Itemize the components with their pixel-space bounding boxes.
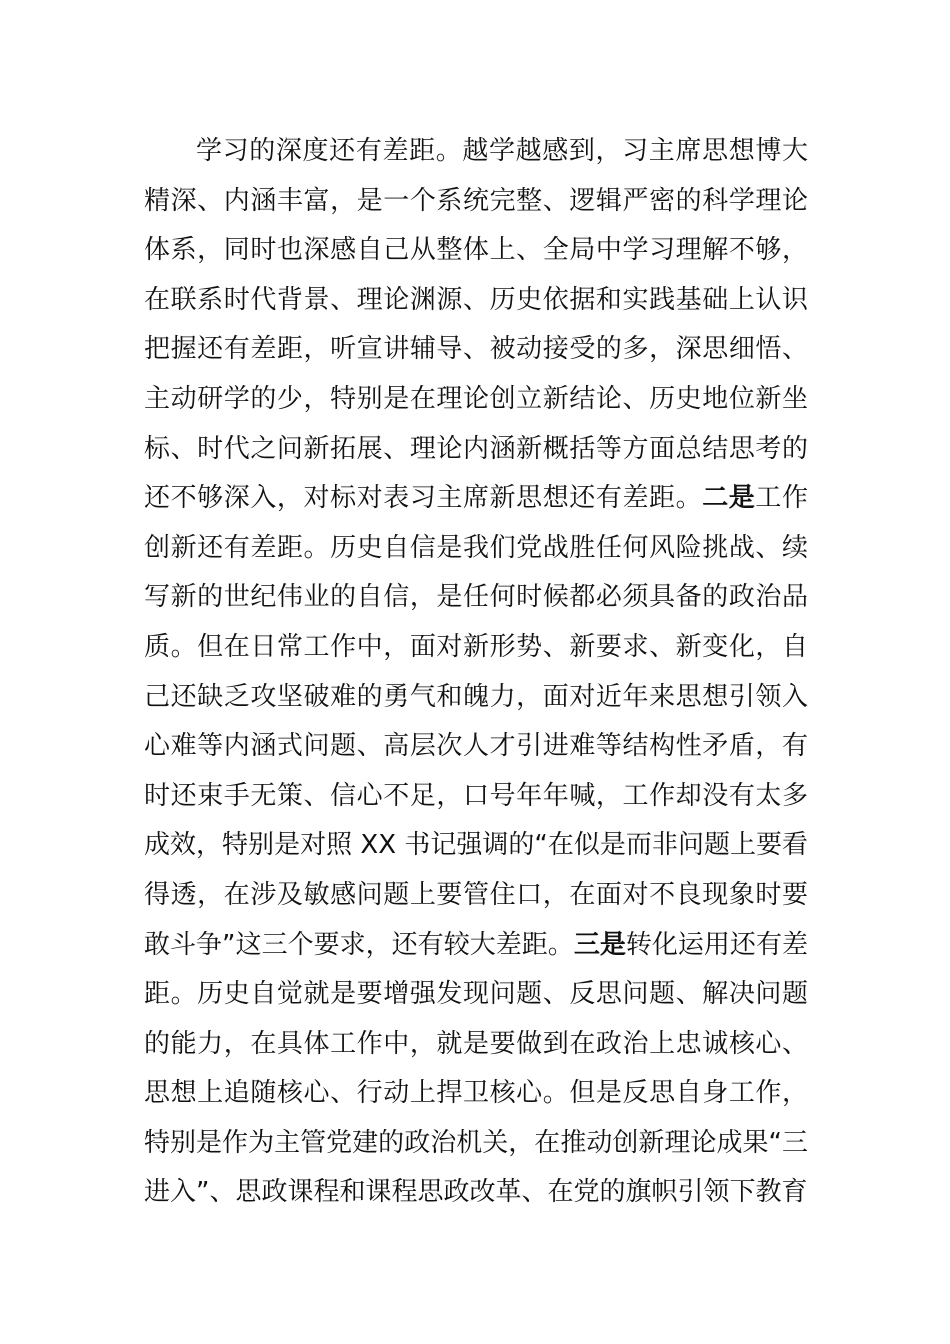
paragraph-part-3: 转化运用还有差距。历史自觉就是要增强发现问题、反思问题、解决问题的能力，在具体工作中，就是要做到在政治上忠诚核心、思想上追随核心、行动上捍卫核心。但是反思自身工作，特别是作为主管党建的政治机关，在推动创新理论成果“三进入”、思政课程和课程思政改革、在党的旗帜引领下教育 [144,929,808,1208]
point-heading-2: 二是 [702,483,756,514]
body-paragraph [144,127,808,1218]
paragraph-part-1: 学习的深度还有差距。越学越感到，习主席思想博大精深、内涵丰富，是一个系统完整、逻辑严密的科学理论体系，同时也深感自己从整体上、全局中学习理解不够，在联系时代背景、理论渊源、历史依据和实践基础上认识把握还有差距，听宣讲辅导、被动接受的多，深思细悟、主动研学的少，特别是在理论创立新结论、历史地位新坐标、时代之问新拓展、理论内涵新概括等方面总结思考的还不够深入，对标对表习主席新思想还有差距。 [144,136,808,514]
paragraph-part-2: 工作创新还有差距。历史自信是我们党战胜任何风险挑战、续写新的世纪伟业的自信，是任何时候都必须具备的政治品质。但在日常工作中，面对新形势、新要求、新变化，自己还缺乏攻坚破难的勇气和魄力，面对近年来思想引领入心难等内涵式问题、高层次人才引进难等结构性矛盾，有时还束手无策、信心不足，口号年年喊，工作却没有太多成效，特别是对照 XX 书记强调的“在似是而非问题上要看得透，在涉及敏感问题上要管住口，在面对不良现象时要敢斗争”这三个要求，还有较大差距。 [144,483,808,960]
point-heading-3: 三是 [573,929,626,960]
